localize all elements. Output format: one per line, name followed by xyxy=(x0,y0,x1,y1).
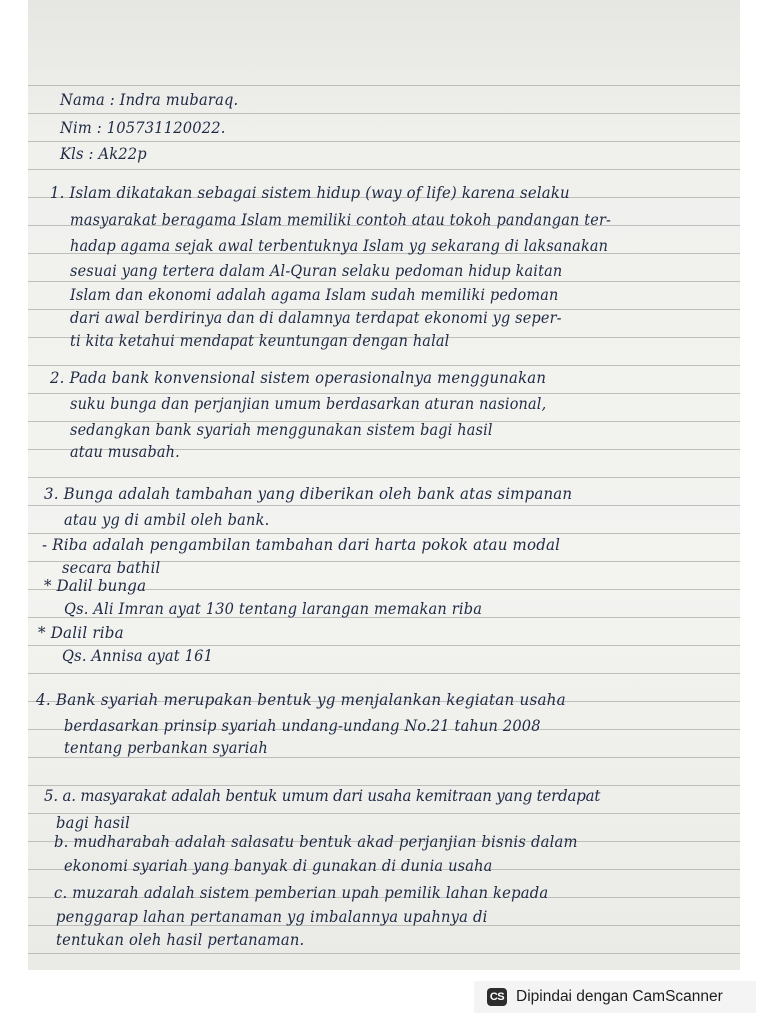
answer-1-line-6: dari awal berdirinya dan di dalamnya terdapat ekonomi yg seper- xyxy=(70,309,562,327)
answer-5-line-3: b. mudharabah adalah salasatu bentuk akad perjanjian bisnis dalam xyxy=(54,833,578,851)
class-line: Kls : Ak22p xyxy=(60,145,147,163)
answer-5-line-4: ekonomi syariah yang banyak di gunakan di dunia usaha xyxy=(64,857,493,875)
answer-5-line-1: 5. a. masyarakat adalah bentuk umum dari usaha kemitraan yang terdapat xyxy=(44,787,601,805)
answer-1-line-4: sesuai yang tertera dalam Al-Quran selaku pedoman hidup kaitan xyxy=(70,262,563,280)
answer-4-line-2: berdasarkan prinsip syariah undang-undang No.21 tahun 2008 xyxy=(64,717,541,735)
answer-2-line-1: 2. Pada bank konvensional sistem operasionalnya menggunakan xyxy=(50,369,547,387)
answer-5-line-6: penggarap lahan pertanaman yg imbalannya upahnya di xyxy=(56,908,488,926)
answer-3-line-7: * Dalil riba xyxy=(38,624,124,642)
nim-line: Nim : 105731120022. xyxy=(60,119,226,137)
answer-3-line-3: - Riba adalah pengambilan tambahan dari harta pokok atau modal xyxy=(42,536,561,554)
answer-2-line-2: suku bunga dan perjanjian umum berdasarkan aturan nasional, xyxy=(70,395,547,413)
answer-3-line-8: Qs. Annisa ayat 161 xyxy=(62,647,214,665)
answer-5-line-7: tentukan oleh hasil pertanaman. xyxy=(56,931,305,949)
answer-3-line-1: 3. Bunga adalah tambahan yang diberikan oleh bank atas simpanan xyxy=(44,485,573,503)
camscanner-watermark xyxy=(474,981,756,1013)
answer-1-line-2: masyarakat beragama Islam memiliki contoh atau tokoh pandangan ter- xyxy=(70,211,612,229)
answer-4-line-1: 4. Bank syariah merupakan bentuk yg menjalankan kegiatan usaha xyxy=(36,691,566,709)
answer-5-line-2: bagi hasil xyxy=(56,814,131,832)
answer-3-line-2: atau yg di ambil oleh bank. xyxy=(64,511,270,529)
answer-1-line-3: hadap agama sejak awal terbentuknya Islam yg sekarang di laksanakan xyxy=(70,237,609,255)
answer-1-line-5: Islam dan ekonomi adalah agama Islam sudah memiliki pedoman xyxy=(70,286,559,304)
answer-3-line-4: secara bathil xyxy=(62,559,161,577)
camscanner-logo-icon: CS xyxy=(487,988,507,1006)
answer-5-line-5: c. muzarah adalah sistem pemberian upah pemilik lahan kepada xyxy=(54,884,549,902)
answer-1-line-1: 1. Islam dikatakan sebagai sistem hidup (way of life) karena selaku xyxy=(50,184,570,202)
answer-2-line-3: sedangkan bank syariah menggunakan sistem bagi hasil xyxy=(70,421,493,439)
name-line: Nama : Indra mubaraq. xyxy=(60,91,239,109)
notebook-page xyxy=(28,0,740,970)
answer-1-line-7: ti kita ketahui mendapat keuntungan dengan halal xyxy=(70,332,450,350)
camscanner-label: Dipindai dengan CamScanner xyxy=(516,988,723,1005)
answer-3-line-5: * Dalil bunga xyxy=(44,577,147,595)
answer-4-line-3: tentang perbankan syariah xyxy=(64,739,268,757)
answer-2-line-4: atau musabah. xyxy=(70,443,180,461)
answer-3-line-6: Qs. Ali Imran ayat 130 tentang larangan memakan riba xyxy=(64,600,483,618)
